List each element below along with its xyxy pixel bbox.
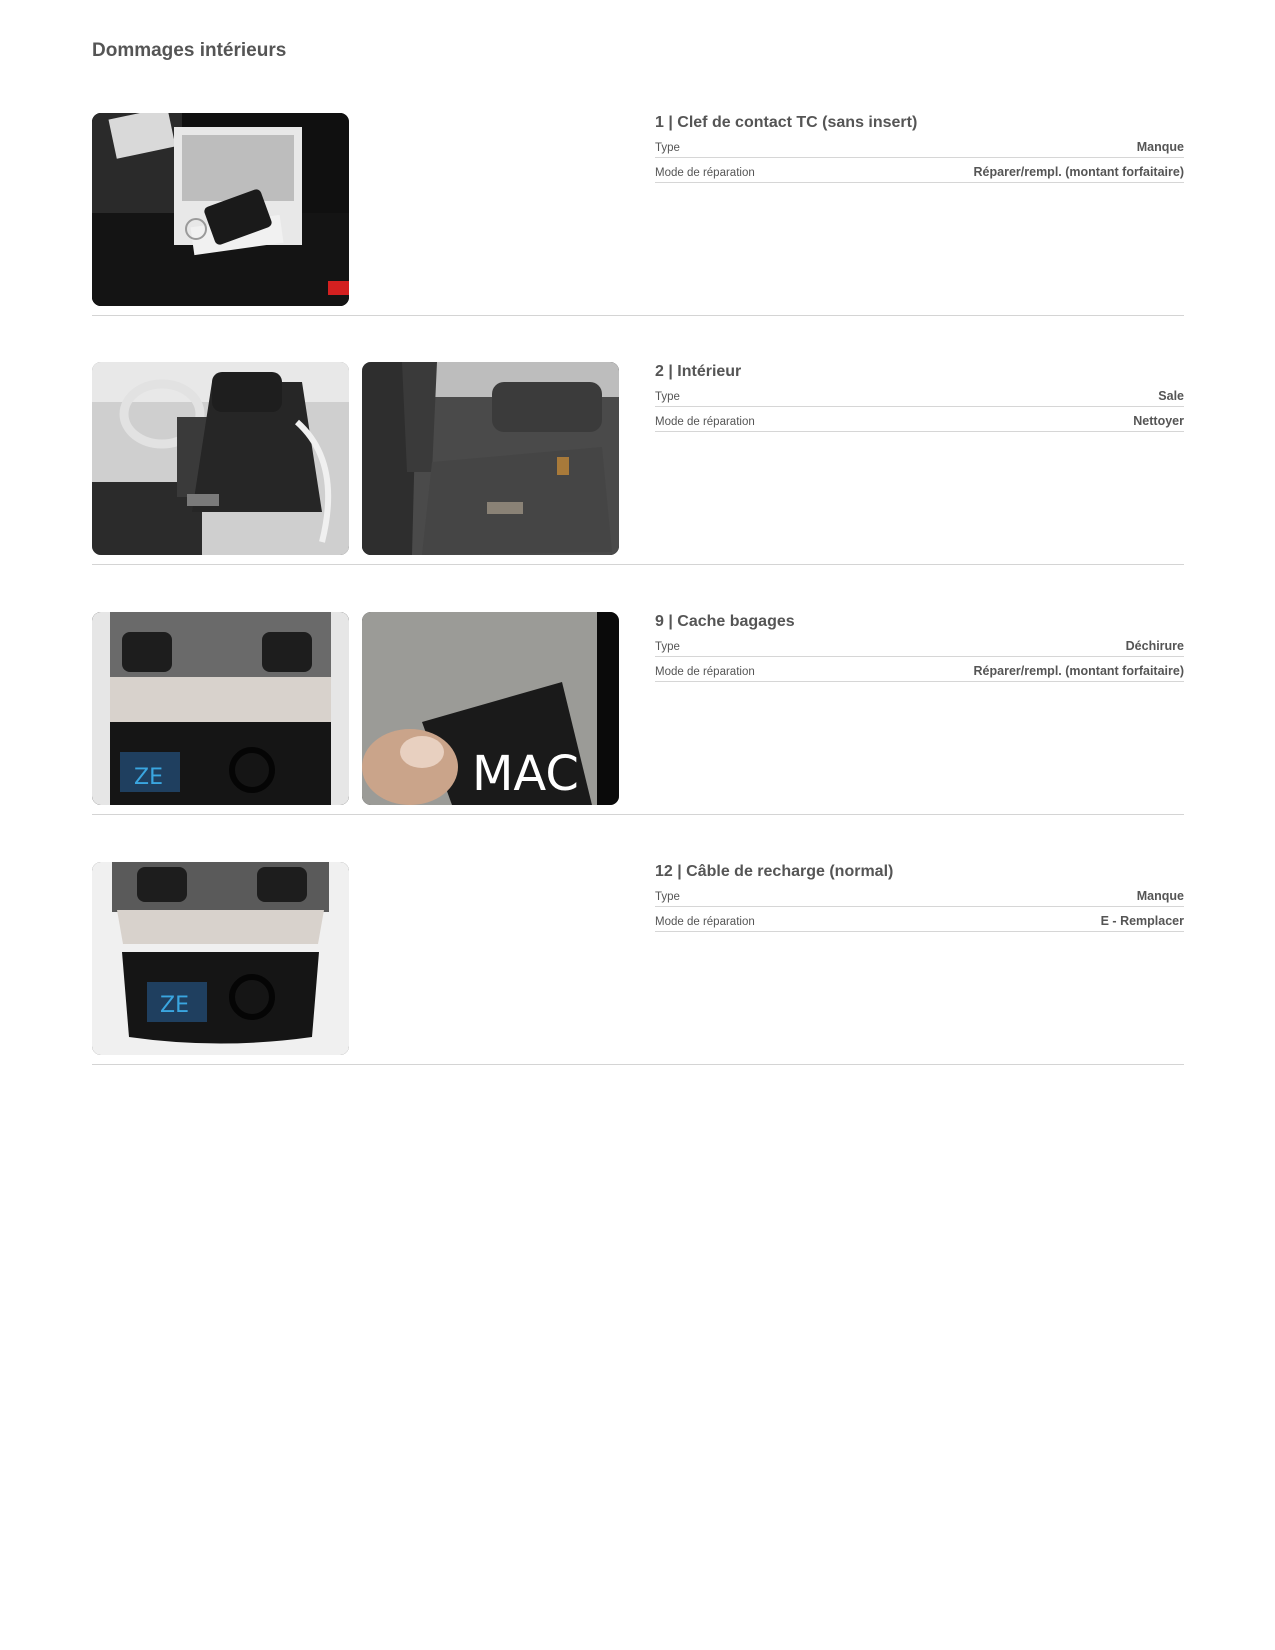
type-value: Manque xyxy=(1136,140,1184,154)
type-label: Type xyxy=(655,142,680,154)
divider xyxy=(92,1064,1184,1065)
type-row xyxy=(655,133,1184,158)
damage-info xyxy=(655,612,1184,682)
repair-mode-row xyxy=(655,657,1184,682)
front-seat-photo[interactable] xyxy=(92,362,349,555)
damage-info xyxy=(655,862,1184,932)
type-value: Déchirure xyxy=(1125,639,1184,653)
repair-mode-label: Mode de réparation xyxy=(655,666,755,678)
type-row xyxy=(655,632,1184,657)
damage-title: 12 | Câble de recharge (normal) xyxy=(655,863,894,880)
key-card-on-seat-photo[interactable] xyxy=(92,113,349,306)
repair-mode-row xyxy=(655,407,1184,432)
repair-mode-label: Mode de réparation xyxy=(655,167,755,179)
type-label: Type xyxy=(655,641,680,653)
type-value: Sale xyxy=(1158,389,1184,403)
type-row xyxy=(655,882,1184,907)
damage-item xyxy=(92,362,1184,565)
trunk-cable-photo[interactable] xyxy=(92,862,349,1055)
damage-item xyxy=(92,612,1184,815)
damage-title: 2 | Intérieur xyxy=(655,363,742,380)
repair-mode-value: Nettoyer xyxy=(1133,414,1184,428)
repair-mode-label: Mode de réparation xyxy=(655,416,755,428)
trunk-cover-photo[interactable] xyxy=(92,612,349,805)
type-value: Manque xyxy=(1136,889,1184,903)
damage-title: 9 | Cache bagages xyxy=(655,613,795,630)
type-label: Type xyxy=(655,391,680,403)
repair-mode-value: Réparer/rempl. (montant forfaitaire) xyxy=(973,664,1184,678)
repair-mode-label: Mode de réparation xyxy=(655,916,755,928)
tear-closeup-ruler-photo[interactable] xyxy=(362,612,619,805)
repair-mode-value: E - Remplacer xyxy=(1100,914,1184,928)
damage-title: 1 | Clef de contact TC (sans insert) xyxy=(655,114,918,131)
repair-mode-row xyxy=(655,158,1184,183)
type-label: Type xyxy=(655,891,680,903)
damage-info xyxy=(655,113,1184,183)
divider xyxy=(92,814,1184,815)
divider xyxy=(92,564,1184,565)
rear-seat-photo[interactable] xyxy=(362,362,619,555)
svg-text:MAC: MAC xyxy=(472,746,579,802)
repair-mode-value: Réparer/rempl. (montant forfaitaire) xyxy=(973,165,1184,179)
svg-text:ZE: ZE xyxy=(160,993,189,1018)
divider xyxy=(92,315,1184,316)
damage-item xyxy=(92,862,1184,1065)
svg-text:ZE: ZE xyxy=(134,765,163,790)
repair-mode-row xyxy=(655,907,1184,932)
damage-info xyxy=(655,362,1184,432)
damage-item xyxy=(92,113,1184,316)
type-row xyxy=(655,382,1184,407)
section-title: Dommages intérieurs xyxy=(92,40,287,61)
